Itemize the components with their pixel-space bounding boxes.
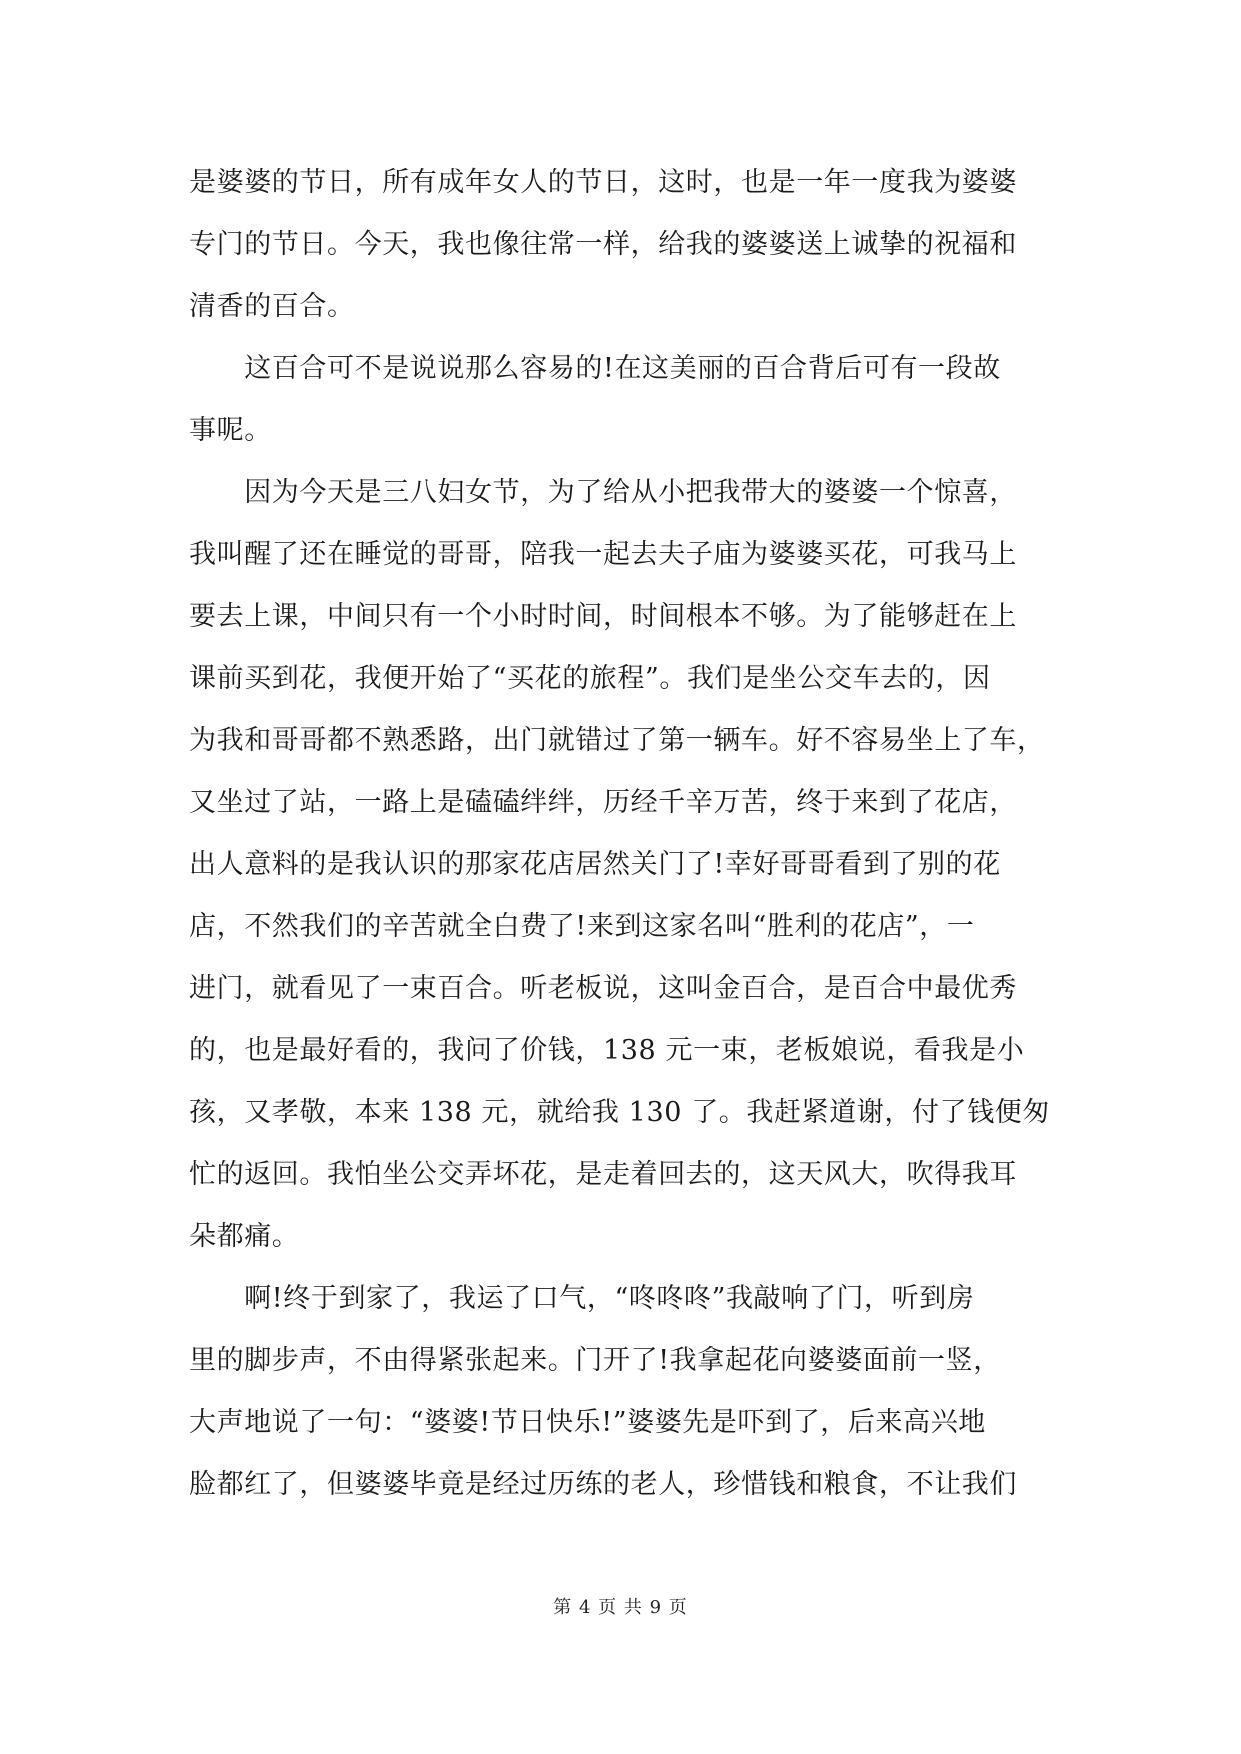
text-line: 课前买到花，我便开始了“买花的旅程”。我们是坐公交车去的，因	[189, 663, 991, 694]
text-line: 大声地说了一句：“婆婆!节日快乐!”婆婆先是吓到了，后来高兴地	[189, 1407, 986, 1438]
text-line: 专门的节日。今天，我也像往常一样，给我的婆婆送上诚挚的祝福和	[189, 229, 1017, 260]
text-line: 这百合可不是说说那么容易的!在这美丽的百合背后可有一段故	[189, 353, 1001, 384]
text-line: 忙的返回。我怕坐公交弄坏花，是走着回去的，这天风大，吹得我耳	[189, 1159, 1017, 1190]
text-line: 的，也是最好看的，我问了价钱，138 元一束，老板娘说，看我是小	[189, 1035, 1025, 1066]
text-line: 脸都红了，但婆婆毕竟是经过历练的老人，珍惜钱和粮食，不让我们	[189, 1469, 1017, 1500]
text-line: 要去上课，中间只有一个小时时间，时间根本不够。为了能够赶在上	[189, 601, 1017, 632]
text-line: 孩，又孝敬，本来 138 元，就给我 130 了。我赶紧道谢，付了钱便匆	[189, 1097, 1050, 1128]
text-line: 清香的百合。	[189, 291, 355, 322]
text-line: 店，不然我们的辛苦就全白费了!来到这家名叫“胜利的花店”，一	[189, 911, 975, 942]
text-line: 是婆婆的节日，所有成年女人的节日，这时，也是一年一度我为婆婆	[189, 167, 1017, 198]
text-line: 啊!终于到家了，我运了口气，“咚咚咚”我敲响了门，听到房	[189, 1283, 975, 1314]
text-line: 事呢。	[189, 415, 272, 446]
text-line: 进门，就看见了一束百合。听老板说，这叫金百合，是百合中最优秀	[189, 973, 1017, 1004]
text-line: 里的脚步声，不由得紧张起来。门开了!我拿起花向婆婆面前一竖，	[189, 1345, 1001, 1376]
text-line: 我叫醒了还在睡觉的哥哥，陪我一起去夫子庙为婆婆买花，可我马上	[189, 539, 1017, 570]
body-text	[189, 152, 1049, 1516]
text-line: 因为今天是三八妇女节，为了给从小把我带大的婆婆一个惊喜，	[189, 477, 1017, 508]
text-line: 又坐过了站，一路上是磕磕绊绊，历经千辛万苦，终于来到了花店，	[189, 787, 1017, 818]
text-line: 朵都痛。	[189, 1221, 300, 1252]
page-number-footer: 第 4 页 共 9 页	[553, 1597, 688, 1618]
text-line: 出人意料的是我认识的那家花店居然关门了!幸好哥哥看到了别的花	[189, 849, 1001, 880]
text-line: 为我和哥哥都不熟悉路，出门就错过了第一辆车。好不容易坐上了车，	[189, 725, 1045, 756]
